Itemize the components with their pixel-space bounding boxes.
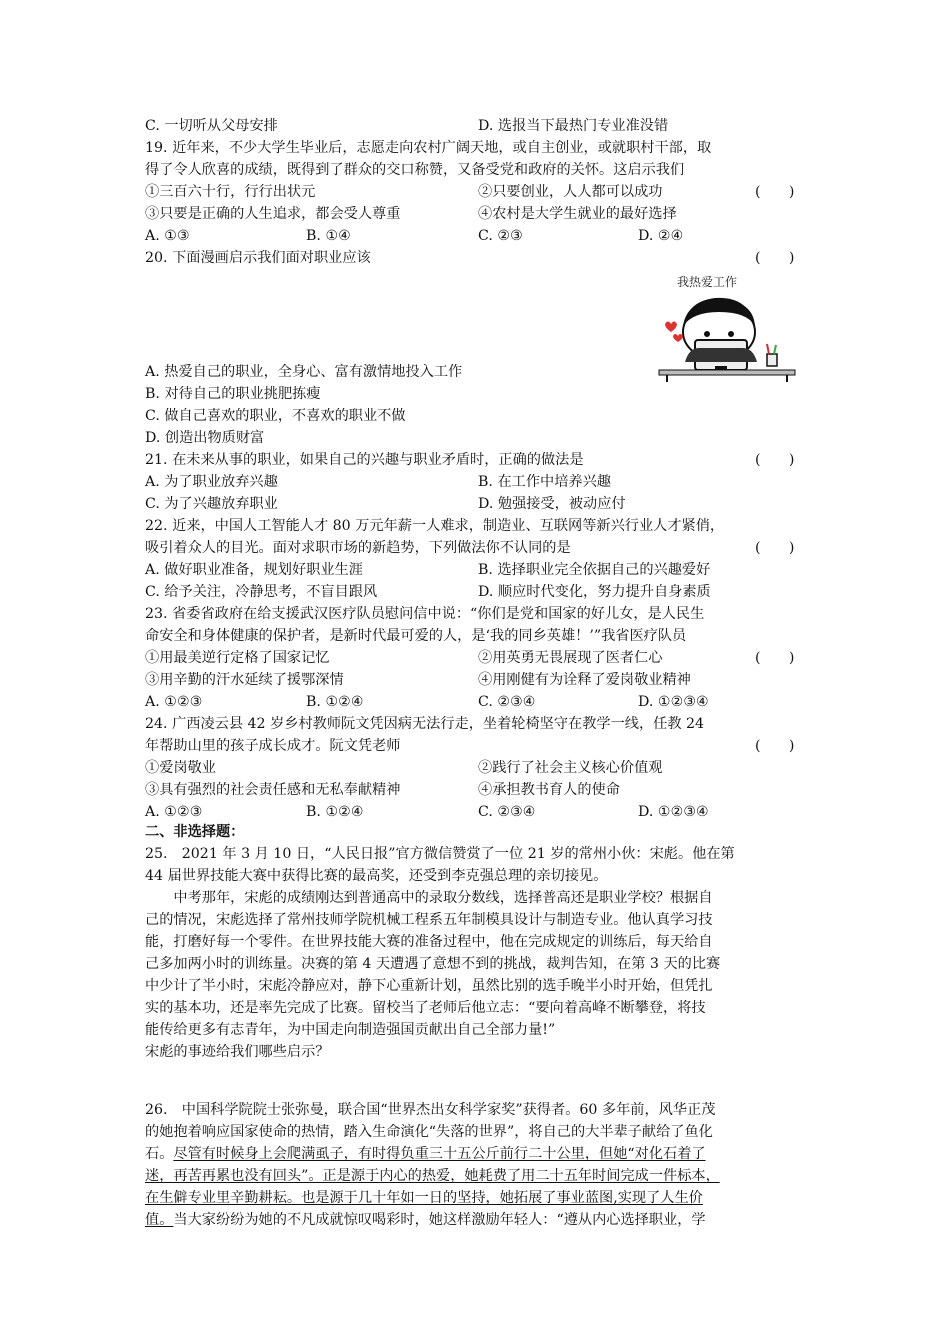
q25-line-5: 能，打磨好每一个零件。在世界技能大赛的准备过程中，他在完成规定的训练后，每天给自 bbox=[145, 934, 713, 950]
section-2-heading: 二、非选择题： bbox=[145, 824, 245, 840]
q20-cartoon-image bbox=[655, 262, 800, 382]
q20-option-a: A. 热爱自己的职业，全身心、富有激情地投入工作 bbox=[145, 364, 463, 380]
q22-stem-line2: 吸引着众人的目光。面对求职市场的新趋势，下列做法你不认同的是 bbox=[145, 540, 571, 556]
q24-answer-paren: ( ) bbox=[755, 738, 795, 754]
q18-option-d: D. 选报当下最热门专业准没错 bbox=[478, 118, 669, 134]
q19-option-d: D. ②④ bbox=[638, 228, 684, 244]
q19-option-c: C. ②③ bbox=[478, 228, 523, 244]
q24-option-c: C. ②③④ bbox=[478, 804, 536, 820]
q21-answer-paren: ( ) bbox=[755, 452, 795, 468]
q24-option-b: B. ①②④ bbox=[306, 804, 364, 820]
q19-statement-4: ④农村是大学生就业的最好选择 bbox=[478, 206, 677, 222]
q23-stem-line1: 23. 省委省政府在给支援武汉医疗队员慰问信中说：“你们是党和国家的好儿女，是人民生 bbox=[145, 606, 705, 622]
q25-line-1: 25. 2021 年 3 月 10 日，“人民日报”官方微信赞赏了一位 21 岁的常州小伙：宋彪。他在第 bbox=[145, 846, 735, 862]
q20-answer-paren: ( ) bbox=[755, 250, 795, 266]
q18-option-c: C. 一切听从父母安排 bbox=[145, 118, 278, 134]
q23-option-d: D. ①②③④ bbox=[638, 694, 709, 710]
q22-option-b: B. 选择职业完全依据自己的兴趣爱好 bbox=[478, 562, 711, 578]
q24-option-a: A. ①②③ bbox=[145, 804, 203, 820]
q23-option-c: C. ②③④ bbox=[478, 694, 536, 710]
q24-statement-2: ②践行了社会主义核心价值观 bbox=[478, 760, 663, 776]
q22-stem-line1: 22. 近来，中国人工智能人才 80 万元年薪一人难求，制造业、互联网等新兴行业人才紧俏， bbox=[145, 518, 725, 534]
q20-option-c: C. 做自己喜欢的职业，不喜欢的职业不做 bbox=[145, 408, 406, 424]
q20-option-d: D. 创造出物质财富 bbox=[145, 430, 265, 446]
q21-option-d: D. 勉强接受，被动应付 bbox=[478, 496, 626, 512]
q19-statement-1: ①三百六十行，行行出状元 bbox=[145, 184, 316, 200]
q25-line-4: 己的情况，宋彪选择了常州技师学院机械工程系五年制模具设计与制造专业。他认真学习技 bbox=[145, 912, 713, 928]
q23-option-a: A. ①②③ bbox=[145, 694, 203, 710]
q24-stem-line1: 24. 广西凌云县 42 岁乡村教师阮文凭因病无法行走，坐着轮椅坚守在教学一线，任教 24 bbox=[145, 716, 705, 732]
q23-statement-4: ④用刚健有为诠释了爱岗敬业精神 bbox=[478, 672, 691, 688]
q25-line-2: 44 届世界技能大赛中获得比赛的最高奖，还受到李克强总理的亲切接见。 bbox=[145, 868, 608, 884]
q25-line-6: 己多加两小时的训练量。决赛的第 4 天遭遇了意想不到的挑战，裁判告知，在第 3 天的比赛 bbox=[145, 956, 721, 972]
q24-option-d: D. ①②③④ bbox=[638, 804, 709, 820]
q25-line-3: 中考那年，宋彪的成绩刚达到普通高中的录取分数线，选择普高还是职业学校？根据自 bbox=[145, 890, 713, 906]
q26-line-5-underlined: 在生僻专业里辛勤耕耘。也是源于几十年如一日的坚持，她拓展了事业蓝图,实现了人生价 bbox=[145, 1190, 703, 1206]
q26-line-6-plain: 当大家纷纷为她的不凡成就惊叹喝彩时，她这样激励年轻人：“遵从内心选择职业，学 bbox=[173, 1212, 706, 1228]
q19-option-b: B. ①④ bbox=[306, 228, 351, 244]
q23-statement-1: ①用最美逆行定格了国家记忆 bbox=[145, 650, 330, 666]
q26-line-3 bbox=[145, 1143, 706, 1165]
q26-line-6 bbox=[145, 1209, 706, 1231]
q26-line-1: 26. 中国科学院院士张弥曼，联合国“世界杰出女科学家奖”获得者。60 多年前，风华正茂 bbox=[145, 1102, 716, 1118]
q19-stem-line1: 19. 近年来，不少大学生毕业后，志愿走向农村广阔天地，或自主创业，或就职村干部，取 bbox=[145, 140, 712, 156]
q20-stem: 20. 下面漫画启示我们面对职业应该 bbox=[145, 250, 371, 266]
q26-line-6-underlined: 值。 bbox=[145, 1212, 174, 1228]
q19-option-a: A. ①③ bbox=[145, 228, 190, 244]
q26-line-4-underlined: 迷，再苦再累也没有回头”。正是源于内心的热爱，她耗费了用二十五年时间完成一件标本， bbox=[145, 1168, 720, 1184]
q20-option-b: B. 对待自己的职业挑肥拣瘦 bbox=[145, 386, 321, 402]
q24-statement-4: ④承担教书育人的使命 bbox=[478, 782, 620, 798]
q22-option-d: D. 顺应时代变化，努力提升自身素质 bbox=[478, 584, 711, 600]
q23-statement-2: ②用英勇无畏展现了医者仁心 bbox=[478, 650, 663, 666]
q26-line-3-underlined: 尽管有时候身上会爬满虱子，有时得负重三十五公斤前行二十公里，但她“对化石着了 bbox=[173, 1146, 706, 1162]
q26-line-3-plain: 石。 bbox=[145, 1146, 174, 1162]
q19-statement-3: ③只要是正确的人生追求，都会受人尊重 bbox=[145, 206, 401, 222]
q19-answer-paren: ( ) bbox=[755, 184, 795, 200]
q25-line-8: 实的基本功，还是率先完成了比赛。留校当了老师后他立志：“要向着高峰不断攀登，将技 bbox=[145, 1000, 706, 1016]
q25-line-9: 能传给更多有志青年，为中国走向制造强国贡献出自己全部力量!” bbox=[145, 1022, 556, 1038]
q21-option-c: C. 为了兴趣放弃职业 bbox=[145, 496, 278, 512]
q21-stem: 21. 在未来从事的职业，如果自己的兴趣与职业矛盾时，正确的做法是 bbox=[145, 452, 584, 468]
q24-statement-3: ③具有强烈的社会责任感和无私奉献精神 bbox=[145, 782, 401, 798]
q22-option-c: C. 给予关注，冷静思考，不盲目跟风 bbox=[145, 584, 378, 600]
q24-stem-line2: 年帮助山里的孩子成长成才。阮文凭老师 bbox=[145, 738, 401, 754]
q24-statement-1: ①爱岗敬业 bbox=[145, 760, 216, 776]
q23-statement-3: ③用辛勤的汗水延续了援鄂深情 bbox=[145, 672, 344, 688]
q23-option-b: B. ①②④ bbox=[306, 694, 364, 710]
q21-option-a: A. 为了职业放弃兴趣 bbox=[145, 474, 278, 490]
q25-question: 宋彪的事迹给我们哪些启示？ bbox=[145, 1044, 330, 1060]
q25-line-7: 中少计了半小时，宋彪冷静应对，静下心重新计划，虽然比别的选手晚半小时开始，但凭扎 bbox=[145, 978, 713, 994]
q19-stem-line2: 得了令人欣喜的成绩，既得到了群众的交口称赞，又备受党和政府的关怀。这启示我们 bbox=[145, 162, 685, 178]
cartoon-caption: 我热爱工作 bbox=[677, 275, 738, 289]
q22-option-a: A. 做好职业准备，规划好职业生涯 bbox=[145, 562, 363, 578]
q23-answer-paren: ( ) bbox=[755, 650, 795, 666]
q23-stem-line2: 命安全和身体健康的保护者，是新时代最可爱的人，是‘我的同乡英雄！’”我省医疗队员 bbox=[145, 628, 687, 644]
q26-line-2: 的她抱着响应国家使命的热情，踏入生命演化“失落的世界”，将自己的大半辈子献给了鱼化 bbox=[145, 1124, 713, 1140]
q19-statement-2: ②只要创业，人人都可以成功 bbox=[478, 184, 663, 200]
q22-answer-paren: ( ) bbox=[755, 540, 795, 556]
q21-option-b: B. 在工作中培养兴趣 bbox=[478, 474, 611, 490]
